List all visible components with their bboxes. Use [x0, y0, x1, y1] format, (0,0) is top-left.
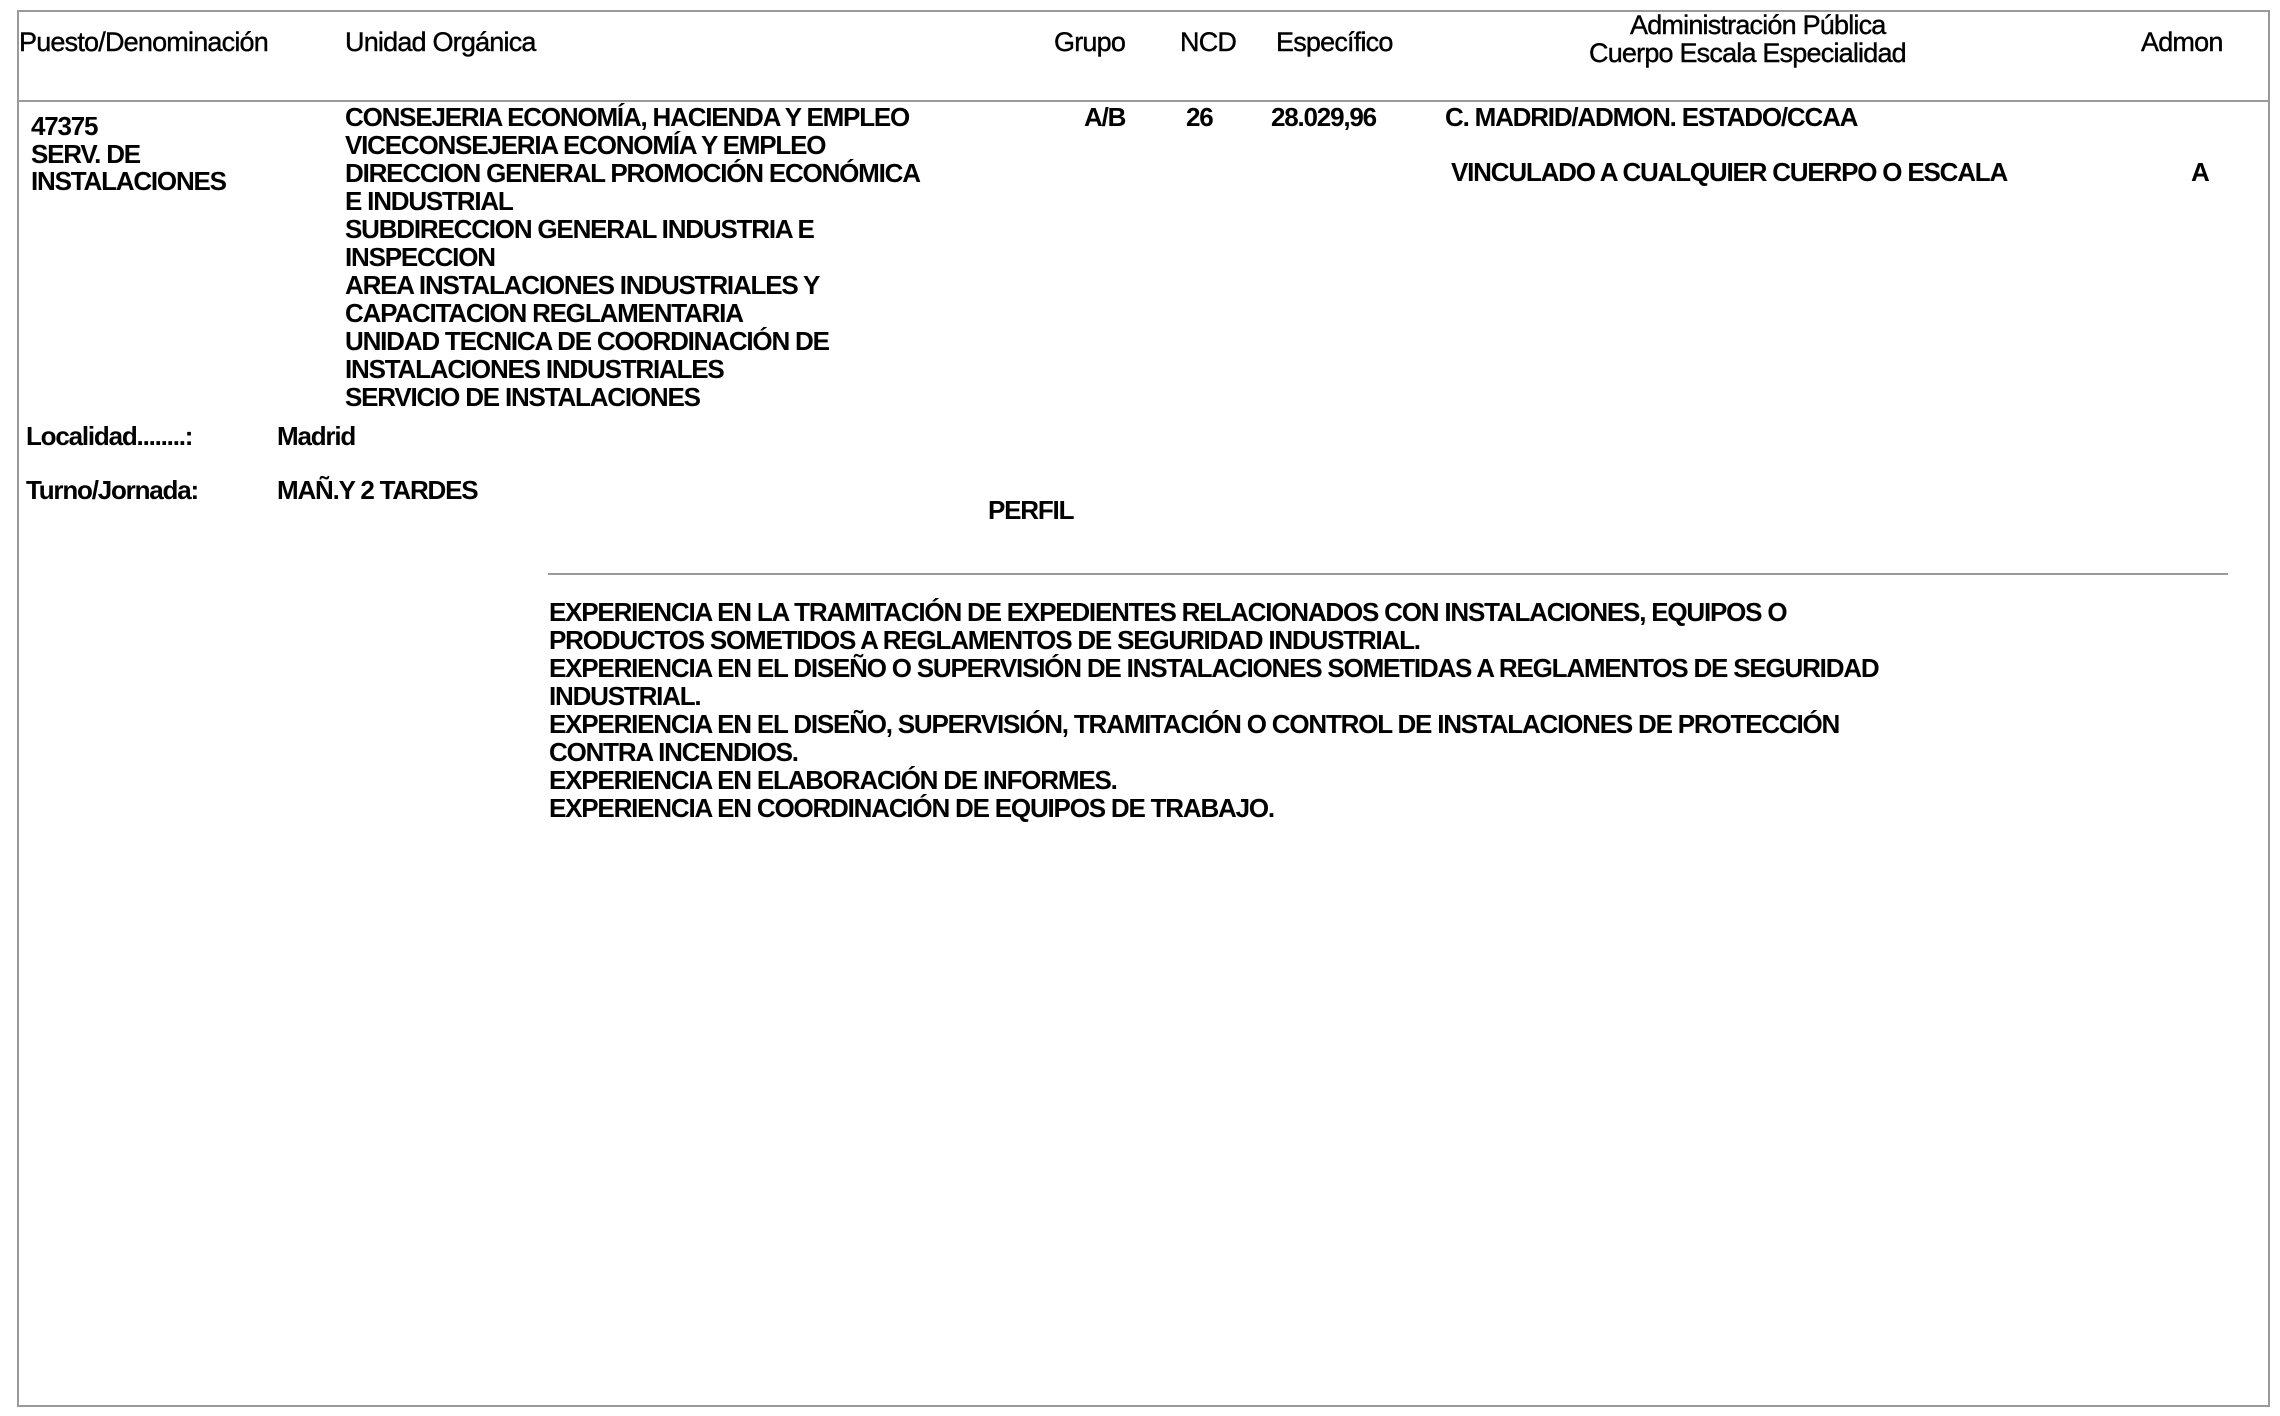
header-ncd: NCD	[1180, 27, 1237, 57]
unidad-line: CONSEJERIA ECONOMÍA, HACIENDA Y EMPLEO	[345, 102, 910, 132]
cuerpo-value: VINCULADO A CUALQUIER CUERPO O ESCALA	[1451, 157, 2008, 187]
header-puesto: Puesto/Denominación	[19, 27, 268, 57]
localidad-label: Localidad........:	[26, 421, 193, 451]
perfil-line: EXPERIENCIA EN EL DISEÑO, SUPERVISIÓN, TRAMITACIÓN O CONTROL DE INSTALACIONES DE PROTECCIÓN	[549, 709, 1840, 739]
unidad-line: AREA INSTALACIONES INDUSTRIALES Y	[345, 270, 820, 300]
unidad-line: DIRECCION GENERAL PROMOCIÓN ECONÓMICA	[345, 158, 920, 188]
admon-value: A	[2191, 157, 2209, 187]
header-admin-line2: Cuerpo Escala Especialidad	[1589, 38, 1906, 68]
unidad-line: INSPECCION	[345, 242, 495, 272]
perfil-line: EXPERIENCIA EN EL DISEÑO O SUPERVISIÓN DE INSTALACIONES SOMETIDAS A REGLAMENTOS DE SEGURIDAD	[549, 653, 1879, 683]
perfil-divider	[548, 573, 2228, 575]
ncd-value: 26	[1186, 102, 1213, 132]
unidad-line: VICECONSEJERIA ECONOMÍA Y EMPLEO	[345, 130, 826, 160]
administracion-value: C. MADRID/ADMON. ESTADO/CCAA	[1445, 102, 1858, 132]
denominacion-line-1: SERV. DE	[31, 139, 140, 169]
unidad-line: UNIDAD TECNICA DE COORDINACIÓN DE	[345, 326, 829, 356]
perfil-line: EXPERIENCIA EN COORDINACIÓN DE EQUIPOS DE TRABAJO.	[549, 793, 1274, 823]
header-especifico: Específico	[1276, 27, 1393, 57]
turno-value: MAÑ.Y 2 TARDES	[277, 475, 478, 505]
localidad-value: Madrid	[277, 421, 356, 451]
perfil-text	[549, 598, 1878, 822]
perfil-line: INDUSTRIAL.	[549, 681, 701, 711]
denominacion-line-2: INSTALACIONES	[31, 166, 226, 196]
header-grupo: Grupo	[1054, 27, 1126, 57]
perfil-line: PRODUCTOS SOMETIDOS A REGLAMENTOS DE SEGURIDAD INDUSTRIAL.	[549, 625, 1420, 655]
unidad-line: CAPACITACION REGLAMENTARIA	[345, 298, 743, 328]
puesto-codigo: 47375	[31, 111, 98, 141]
turno-label: Turno/Jornada:	[26, 475, 198, 505]
unidad-organica	[345, 103, 920, 411]
perfil-title: PERFIL	[988, 495, 1074, 525]
perfil-line: CONTRA INCENDIOS.	[549, 737, 798, 767]
unidad-line: E INDUSTRIAL	[345, 186, 513, 216]
header-admon: Admon	[2141, 27, 2223, 57]
header-admin-line1: Administración Pública	[1630, 10, 1886, 40]
perfil-line: EXPERIENCIA EN LA TRAMITACIÓN DE EXPEDIENTES RELACIONADOS CON INSTALACIONES, EQUIPOS O	[549, 597, 1787, 627]
unidad-line: SUBDIRECCION GENERAL INDUSTRIA E	[345, 214, 814, 244]
perfil-line: EXPERIENCIA EN ELABORACIÓN DE INFORMES.	[549, 765, 1117, 795]
header-unidad: Unidad Orgánica	[345, 27, 536, 57]
especifico-value: 28.029,96	[1271, 102, 1376, 132]
unidad-line: INSTALACIONES INDUSTRIALES	[345, 354, 724, 384]
grupo-value: A/B	[1084, 102, 1126, 132]
unidad-line: SERVICIO DE INSTALACIONES	[345, 382, 700, 412]
